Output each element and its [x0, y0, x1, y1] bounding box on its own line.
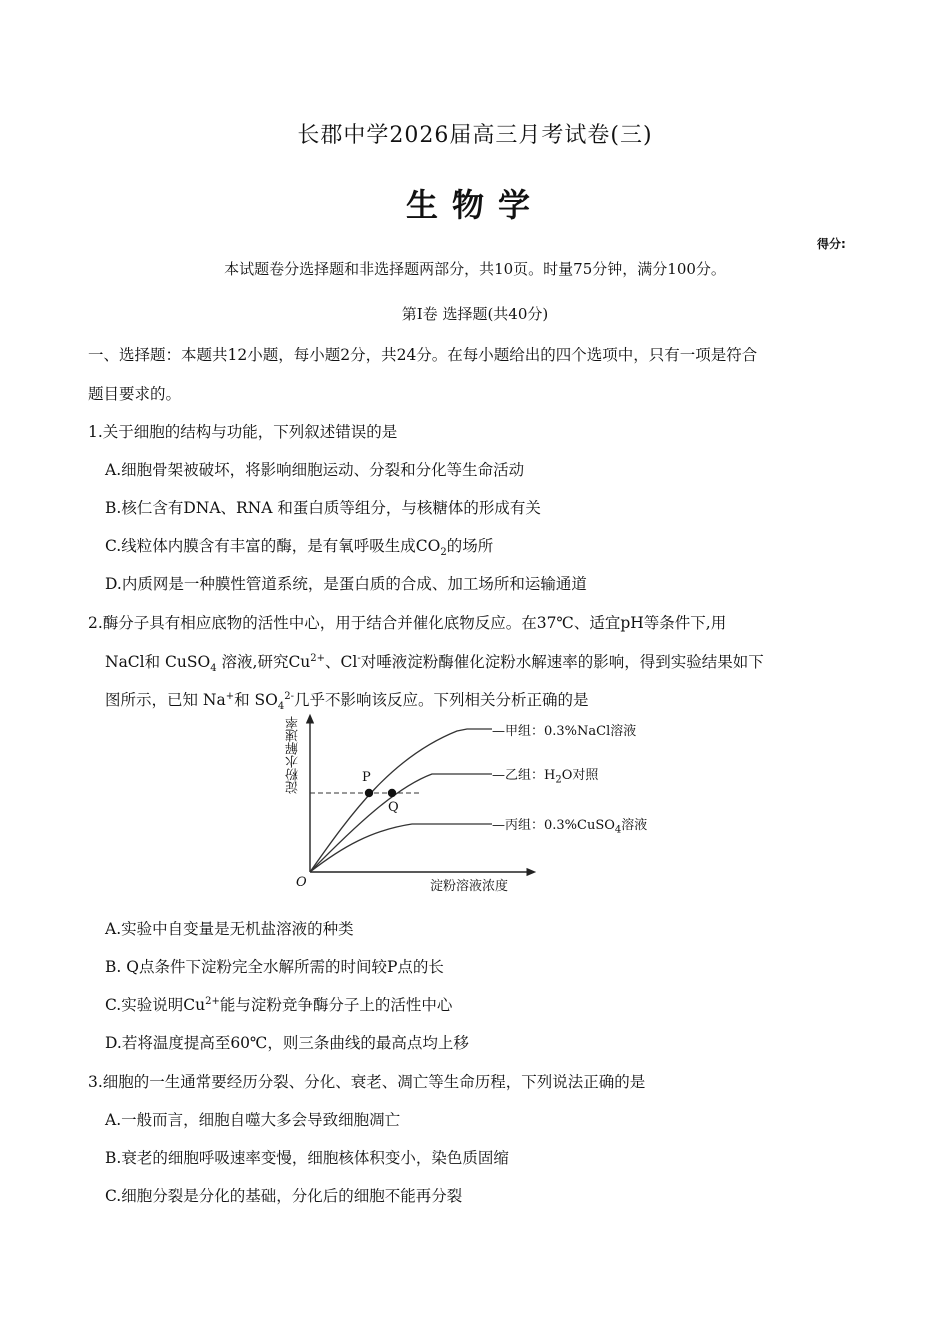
legend-yi: —乙组：$H_2O$对照 — [492, 768, 599, 786]
q1-option-b[interactable] — [105, 496, 541, 518]
subscript: 2 — [440, 547, 447, 559]
question-text: 关于细胞的结构与功能，下列叙述错误的是 — [102, 423, 398, 441]
option-label: A. — [105, 1111, 122, 1129]
question-2-stem-line-3 — [105, 688, 589, 713]
text: 溶液,研究Cu — [216, 653, 311, 671]
point-p — [365, 789, 373, 797]
subscript: 4 — [277, 701, 285, 713]
q2-option-d[interactable] — [105, 1031, 469, 1053]
text: 几乎不影响该反应。下列相关分析正确的是 — [294, 691, 589, 709]
q2-option-a[interactable] — [105, 917, 354, 939]
option-label: C. — [105, 1187, 122, 1205]
q3-option-c[interactable] — [105, 1184, 462, 1206]
curve-bing — [310, 824, 492, 872]
option-text: Q点条件下淀粉完全水解所需的时间较P点的长 — [121, 958, 444, 976]
option-text: 实验说明Cu — [121, 996, 206, 1014]
q1-option-d[interactable] — [105, 572, 587, 594]
q3-option-b[interactable] — [105, 1146, 509, 1168]
score-label: 得分: — [817, 237, 846, 251]
question-2-stem-line-1 — [88, 611, 726, 633]
section-title: 第Ⅰ卷 选择题(共40分) — [401, 305, 549, 323]
subscript: 4 — [614, 824, 622, 836]
option-text: 若将温度提高至60℃，则三条曲线的最高点均上移 — [121, 1034, 469, 1052]
instructions-line-2: 题目要求的。 — [88, 385, 182, 403]
q1-option-a[interactable] — [105, 458, 524, 480]
legend-bing: —丙组：0.3%CuSO$_4$溶液 — [492, 818, 648, 836]
q2-option-b[interactable] — [105, 955, 444, 977]
q1-option-c[interactable] — [105, 534, 494, 559]
y-axis-label: 淀粉水解速率 — [286, 716, 301, 794]
rate-chart — [282, 712, 682, 902]
legend-text: 溶液 — [621, 818, 648, 833]
subscript: 2 — [555, 774, 562, 786]
legend-text: 丙组：0.3%CuSO — [505, 818, 615, 833]
option-label: C. — [105, 996, 122, 1014]
option-text: 细胞分裂是分化的基础，分化后的细胞不能再分裂 — [121, 1187, 463, 1205]
superscript: - — [357, 652, 361, 664]
text: 和 SO — [234, 691, 278, 709]
question-text: 酶分子具有相应底物的活性中心，用于结合并催化底物反应。在37℃、适宜pH等条件下,用 — [102, 614, 727, 632]
point-q — [388, 789, 396, 797]
curve-yi — [310, 774, 492, 872]
question-2-stem-line-2 — [105, 650, 764, 675]
superscript: + — [225, 690, 235, 702]
superscript: 2+ — [310, 652, 326, 664]
point-q-label: Q — [388, 800, 399, 815]
option-text: 线粒体内膜含有丰富的酶，是有氧呼吸生成CO — [121, 537, 441, 555]
option-text: 内质网是一种膜性管道系统，是蛋白质的合成、加工场所和运输通道 — [121, 575, 587, 593]
question-number: 2. — [88, 614, 103, 632]
text: 、Cl — [325, 653, 358, 671]
question-number: 3. — [88, 1073, 103, 1091]
point-p-label: P — [362, 770, 371, 785]
option-label: A. — [105, 920, 122, 938]
option-label: D. — [105, 1034, 122, 1052]
q2-option-c[interactable] — [105, 993, 452, 1015]
option-text: 一般而言，细胞自噬大多会导致细胞凋亡 — [121, 1111, 401, 1129]
option-text: 衰老的细胞呼吸速率变慢，细胞核体积变小，染色质固缩 — [121, 1149, 509, 1167]
superscript: 2+ — [205, 995, 220, 1007]
option-label: B. — [105, 1149, 122, 1167]
text: 对唾液淀粉酶催化淀粉水解速率的影响，得到实验结果如下 — [360, 653, 764, 671]
legend-text: 乙组：H — [505, 768, 556, 783]
x-axis-label: 淀粉溶液浓度 — [430, 879, 509, 894]
question-3-stem — [88, 1070, 645, 1092]
subject-title: 生物学 — [405, 186, 544, 224]
option-text: 能与淀粉竞争酶分子上的活性中心 — [219, 996, 453, 1014]
exam-title: 长郡中学2026届高三月考试卷(三) — [297, 123, 653, 148]
text: 图所示，已知 Na — [105, 691, 226, 709]
curve-jia — [310, 729, 492, 872]
subscript: 4 — [210, 663, 217, 675]
q3-option-a[interactable] — [105, 1108, 400, 1130]
superscript: 2- — [284, 690, 295, 702]
option-label: B. — [105, 499, 122, 517]
option-label: D. — [105, 575, 122, 593]
option-text: 实验中自变量是无机盐溶液的种类 — [121, 920, 354, 938]
option-label: B. — [105, 958, 122, 976]
option-text: 的场所 — [446, 537, 494, 555]
option-label: A. — [105, 461, 122, 479]
legend-jia: —甲组：0.3%NaCl溶液 — [492, 724, 637, 739]
option-text: 细胞骨架被破坏，将影响细胞运动、分裂和分化等生命活动 — [121, 461, 525, 479]
legend-text: 甲组：0.3%NaCl溶液 — [505, 724, 637, 739]
legend-text: O对照 — [561, 768, 599, 783]
instructions-line-1: 一、选择题：本题共12小题，每小题2分，共24分。在每小题给出的四个选项中，只有一项是符合 — [88, 346, 758, 364]
question-number: 1. — [88, 423, 103, 441]
question-1-stem — [88, 420, 397, 442]
question-text: 细胞的一生通常要经历分裂、分化、衰老、凋亡等生命历程，下列说法正确的是 — [102, 1073, 646, 1091]
option-label: C. — [105, 537, 122, 555]
option-text: 核仁含有DNA、RNA 和蛋白质等组分，与核糖体的形成有关 — [121, 499, 541, 517]
origin-label: O — [296, 875, 307, 890]
exam-intro: 本试题卷分选择题和非选择题两部分，共10页。时量75分钟，满分100分。 — [224, 260, 726, 278]
chart-svg — [282, 712, 682, 902]
text: NaCl和 CuSO — [105, 653, 211, 671]
